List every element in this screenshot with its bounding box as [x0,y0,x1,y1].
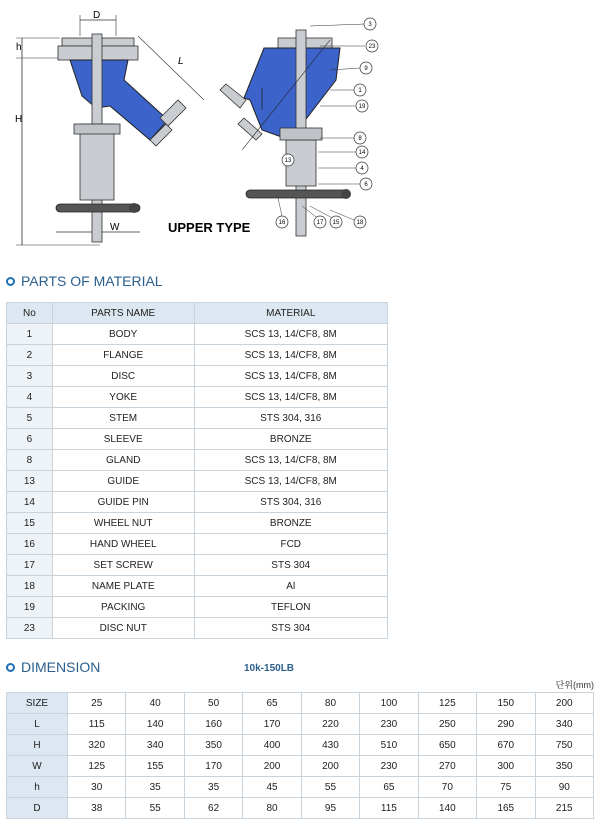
dim-cell: 115 [360,798,418,819]
dim-cell: 50 [184,693,242,714]
parts-cell-no: 18 [7,576,53,597]
dim-label-h-small: h [16,42,22,53]
dim-cell: 70 [418,777,476,798]
dim-cell: 35 [126,777,184,798]
table-row [7,756,594,777]
valve-section-view [220,18,378,236]
svg-text:16: 16 [278,220,286,226]
svg-text:8: 8 [358,136,362,142]
parts-cell-material: Al [194,576,387,597]
parts-cell-material: FCD [194,534,387,555]
callout-4 [318,162,368,174]
svg-text:9: 9 [364,66,368,72]
svg-text:23: 23 [368,44,376,50]
dim-cell: 170 [243,714,301,735]
dim-cell: 40 [126,693,184,714]
dim-cell: 300 [477,756,535,777]
parts-cell-no: 17 [7,555,53,576]
dim-cell: 65 [360,777,418,798]
dim-cell: 200 [243,756,301,777]
unit-label: 단위(mm) [555,680,594,690]
parts-cell-name: BODY [52,324,194,345]
bullet-icon [6,663,15,672]
callout-13 [282,154,294,166]
table-row [7,798,594,819]
table-row [7,534,388,555]
dim-row-header: h [7,777,68,798]
svg-text:14: 14 [358,150,366,156]
parts-table [6,302,388,639]
parts-cell-material: STS 304, 316 [194,408,387,429]
dim-cell: 100 [360,693,418,714]
table-row [7,576,388,597]
table-row [7,513,388,534]
dim-cell: 430 [301,735,359,756]
table-row [7,492,388,513]
table-row [7,618,388,639]
dim-cell: 340 [535,714,594,735]
dim-row-header: SIZE [7,693,68,714]
dim-row-header: W [7,756,68,777]
table-row [7,387,388,408]
parts-header-material: MATERIAL [194,303,387,324]
dim-cell: 200 [535,693,594,714]
parts-cell-material: STS 304 [194,618,387,639]
parts-table-body [7,324,388,639]
dim-cell: 95 [301,798,359,819]
dim-cell: 400 [243,735,301,756]
dim-cell: 140 [126,714,184,735]
spec-label: 10k-150LB [244,663,295,674]
svg-text:4: 4 [360,166,364,172]
parts-title-text: PARTS OF MATERIAL [21,273,163,289]
table-row [7,429,388,450]
callout-8 [320,132,366,144]
dim-cell: 115 [68,714,126,735]
callout-16 [276,198,288,228]
dim-cell: 45 [243,777,301,798]
parts-cell-no: 13 [7,471,53,492]
parts-cell-material: SCS 13, 14/CF8, 8M [194,387,387,408]
dim-row-header: L [7,714,68,735]
dim-cell: 80 [301,693,359,714]
parts-cell-material: BRONZE [194,429,387,450]
dim-cell: 90 [535,777,594,798]
parts-section-title [6,273,163,289]
dim-label-w: W [110,222,120,233]
parts-cell-no: 19 [7,597,53,618]
table-row [7,450,388,471]
parts-cell-material: SCS 13, 14/CF8, 8M [194,324,387,345]
dimension-table-body [7,693,594,819]
dim-cell: 38 [68,798,126,819]
dim-cell: 65 [243,693,301,714]
dim-label-l: L [178,56,184,67]
callout-14 [318,146,368,158]
parts-cell-material: SCS 13, 14/CF8, 8M [194,345,387,366]
parts-cell-material: SCS 13, 14/CF8, 8M [194,450,387,471]
parts-cell-name: SET SCREW [52,555,194,576]
dim-cell: 350 [535,756,594,777]
callout-3 [310,18,376,30]
parts-cell-name: YOKE [52,387,194,408]
table-row [7,408,388,429]
parts-cell-name: GLAND [52,450,194,471]
parts-cell-name: NAME PLATE [52,576,194,597]
parts-cell-no: 3 [7,366,53,387]
parts-cell-no: 8 [7,450,53,471]
parts-cell-name: GUIDE PIN [52,492,194,513]
dim-cell: 25 [68,693,126,714]
dim-cell: 140 [418,798,476,819]
dim-cell: 670 [477,735,535,756]
callout-6 [318,178,372,190]
dim-cell: 320 [68,735,126,756]
svg-text:6: 6 [364,182,368,188]
dim-label-h-total: H [15,114,23,125]
svg-text:15: 15 [332,220,340,226]
dim-cell: 200 [301,756,359,777]
parts-cell-no: 23 [7,618,53,639]
dim-cell: 155 [126,756,184,777]
bullet-icon [6,277,15,286]
table-row [7,597,388,618]
dim-cell: 650 [418,735,476,756]
dim-row-header: H [7,735,68,756]
parts-cell-name: STEM [52,408,194,429]
dim-cell: 170 [184,756,242,777]
dim-cell: 125 [418,693,476,714]
dim-cell: 270 [418,756,476,777]
dim-cell: 230 [360,756,418,777]
dim-cell: 750 [535,735,594,756]
parts-cell-no: 5 [7,408,53,429]
parts-cell-material: STS 304, 316 [194,492,387,513]
parts-header-no: No [7,303,53,324]
callout-1 [330,84,366,96]
svg-text:13: 13 [284,158,292,164]
dim-cell: 62 [184,798,242,819]
dim-cell: 510 [360,735,418,756]
parts-cell-name: GUIDE [52,471,194,492]
svg-text:18: 18 [356,220,364,226]
dim-cell: 150 [477,693,535,714]
parts-cell-name: PACKING [52,597,194,618]
parts-cell-material: STS 304 [194,555,387,576]
dim-cell: 55 [301,777,359,798]
table-row [7,693,594,714]
dimension-title-text: DIMENSION [21,659,101,675]
parts-cell-material: SCS 13, 14/CF8, 8M [194,366,387,387]
dimension-table [6,692,594,819]
dim-cell: 30 [68,777,126,798]
dimension-section-title [6,659,100,675]
dim-cell: 160 [184,714,242,735]
svg-text:1: 1 [358,88,362,94]
dim-cell: 230 [360,714,418,735]
dim-cell: 215 [535,798,594,819]
parts-cell-material: SCS 13, 14/CF8, 8M [194,471,387,492]
svg-text:17: 17 [316,220,324,226]
table-row [7,345,388,366]
table-row [7,555,388,576]
parts-header-row [7,303,388,324]
valve-front-view [15,10,204,245]
parts-cell-material: TEFLON [194,597,387,618]
parts-cell-no: 4 [7,387,53,408]
dim-cell: 250 [418,714,476,735]
dim-cell: 350 [184,735,242,756]
parts-cell-no: 6 [7,429,53,450]
parts-cell-no: 1 [7,324,53,345]
parts-cell-name: SLEEVE [52,429,194,450]
table-row [7,777,594,798]
callout-19 [320,100,368,112]
dim-label-d: D [93,10,101,21]
svg-text:19: 19 [358,104,366,110]
dim-cell: 35 [184,777,242,798]
valve-drawing [0,0,600,260]
dim-cell: 165 [477,798,535,819]
parts-cell-name: HAND WHEEL [52,534,194,555]
dim-cell: 220 [301,714,359,735]
table-row [7,471,388,492]
upper-type-caption: UPPER TYPE [168,220,251,235]
table-row [7,324,388,345]
parts-cell-name: WHEEL NUT [52,513,194,534]
dim-row-header: D [7,798,68,819]
dim-cell: 340 [126,735,184,756]
table-row [7,714,594,735]
parts-cell-no: 15 [7,513,53,534]
table-row [7,366,388,387]
dim-cell: 125 [68,756,126,777]
dim-cell: 55 [126,798,184,819]
dim-cell: 80 [243,798,301,819]
parts-cell-name: DISC [52,366,194,387]
parts-cell-no: 16 [7,534,53,555]
parts-cell-name: DISC NUT [52,618,194,639]
parts-cell-no: 14 [7,492,53,513]
parts-cell-material: BRONZE [194,513,387,534]
svg-text:3: 3 [368,22,372,28]
dim-cell: 290 [477,714,535,735]
dim-cell: 75 [477,777,535,798]
parts-cell-name: FLANGE [52,345,194,366]
parts-header-name: PARTS NAME [52,303,194,324]
parts-cell-no: 2 [7,345,53,366]
table-row [7,735,594,756]
